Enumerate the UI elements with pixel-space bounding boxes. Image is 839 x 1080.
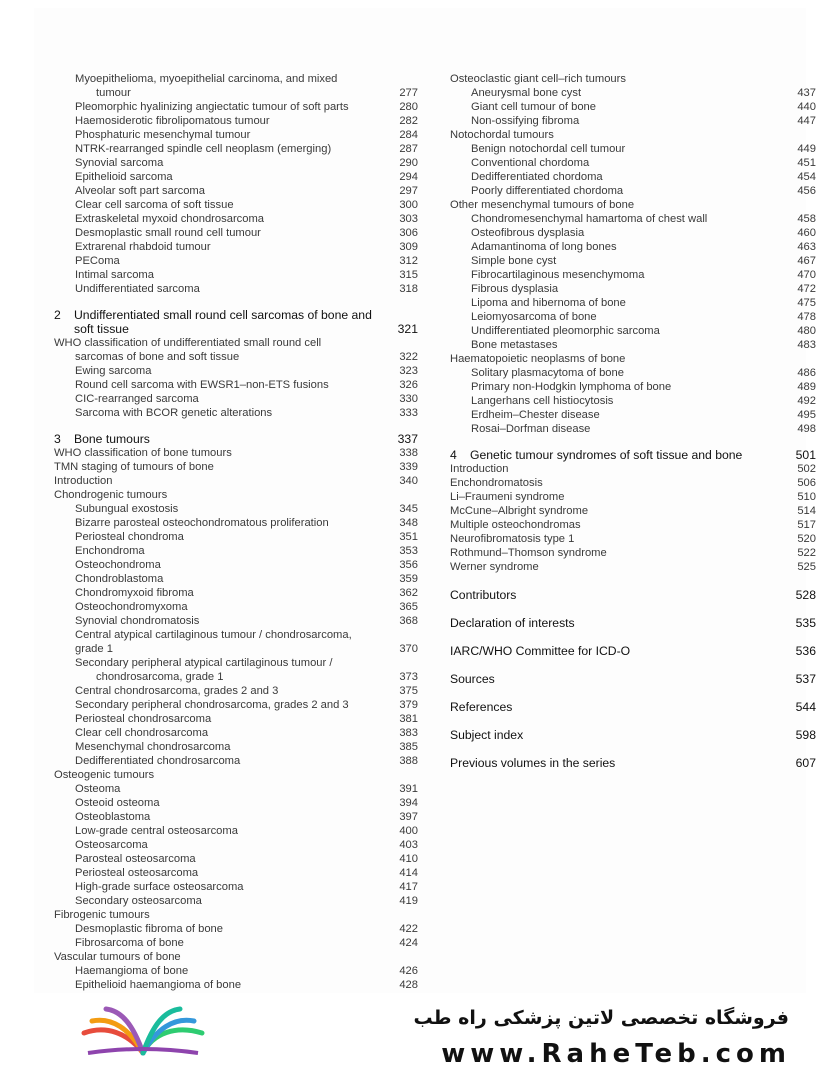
- toc-page-number: 535: [795, 616, 816, 630]
- toc-page-number: 510: [797, 491, 816, 503]
- toc-entry-title: Introduction: [54, 475, 113, 487]
- toc-entry-title: Leiomyosarcoma of bone: [471, 311, 597, 323]
- toc-entry-title: High-grade surface osteosarcoma: [75, 881, 244, 893]
- toc-page-number: 284: [399, 129, 418, 141]
- toc-page-number: 502: [797, 463, 816, 475]
- toc-page-number: 323: [399, 365, 418, 377]
- toc-page-number: 424: [399, 937, 418, 949]
- toc-page-number: 460: [797, 227, 816, 239]
- toc-entry-title: Synovial chondromatosis: [75, 615, 200, 627]
- toc-page-number: 400: [399, 825, 418, 837]
- chapter-number: 2: [54, 308, 61, 322]
- toc-entry-title: Langerhans cell histiocytosis: [471, 395, 614, 407]
- toc-entry-title: Fibrogenic tumours: [54, 909, 150, 921]
- toc-entry-title: Declaration of interests: [450, 616, 575, 630]
- toc-page-number: 322: [399, 351, 418, 363]
- toc-entry-title: Periosteal osteosarcoma: [75, 867, 199, 879]
- toc-page-number: 309: [399, 241, 418, 253]
- toc-page-number: 348: [399, 517, 418, 529]
- toc-entry-title: Bone metastases: [471, 339, 558, 351]
- toc-entry-title: Osteoid osteoma: [75, 797, 160, 809]
- toc-page-number: 414: [399, 867, 418, 879]
- toc-entry-title: NTRK-rearranged spindle cell neoplasm (emerging): [75, 143, 332, 155]
- toc-entry-title: Parosteal osteosarcoma: [75, 853, 196, 865]
- toc-entry-title: Adamantinoma of long bones: [471, 241, 617, 253]
- toc-page-number: 517: [797, 519, 816, 531]
- toc-page-number: 303: [399, 213, 418, 225]
- toc-entry-title: TMN staging of tumours of bone: [54, 461, 214, 473]
- toc-entry-title: Multiple osteochondromas: [450, 519, 581, 531]
- toc-page-number: 480: [797, 325, 816, 337]
- toc-entry-title: Sources: [450, 672, 495, 686]
- toc-entry-title: PEComa: [75, 255, 120, 267]
- toc-entry-title: Li–Fraumeni syndrome: [450, 491, 565, 503]
- toc-page-number: 338: [399, 447, 418, 459]
- toc-entry-title: Extraskeletal myxoid chondrosarcoma: [75, 213, 265, 225]
- toc-page-number: 410: [399, 853, 418, 865]
- toc-page-number: 498: [797, 423, 816, 435]
- watermark-url: www.RaheTeb.com: [441, 1039, 791, 1069]
- toc-page-number: 437: [797, 87, 816, 99]
- toc-entry-title: Phosphaturic mesenchymal tumour: [75, 129, 251, 141]
- toc-entry-title: Rosai–Dorfman disease: [471, 423, 591, 435]
- toc-page-number: 472: [797, 283, 816, 295]
- toc-entry-title: Other mesenchymal tumours of bone: [450, 199, 635, 211]
- toc-entry-title: Myoepithelioma, myoepithelial carcinoma, and mixed: [75, 73, 338, 85]
- toc-entry-title: McCune–Albright syndrome: [450, 505, 589, 517]
- toc-page-number: 607: [795, 756, 816, 770]
- toc-entry-title: Central chondrosarcoma, grades 2 and 3: [75, 685, 279, 697]
- toc-page-number: 315: [399, 269, 418, 281]
- toc-page-number: 290: [399, 157, 418, 169]
- toc-entry-title: Osteosarcoma: [75, 839, 148, 851]
- toc-entry-title: Secondary osteosarcoma: [75, 895, 202, 907]
- toc-entry-title: Chondromyxoid fibroma: [75, 587, 194, 599]
- toc-page-number: 419: [399, 895, 418, 907]
- chapter-number: 3: [54, 432, 61, 446]
- toc-entry-title: Rothmund–Thomson syndrome: [450, 547, 607, 559]
- toc-entry-title: Haematopoietic neoplasms of bone: [450, 353, 626, 365]
- toc-page-number: 417: [399, 881, 418, 893]
- toc-page-number: 520: [797, 533, 816, 545]
- toc-page-number: 381: [399, 713, 418, 725]
- toc-entry-title: Haemosiderotic fibrolipomatous tumour: [75, 115, 270, 127]
- toc-entry-title: Ewing sarcoma: [75, 365, 152, 377]
- toc-page-number: 486: [797, 367, 816, 379]
- toc-entry-title: Previous volumes in the series: [450, 756, 616, 770]
- toc-page-number: 339: [399, 461, 418, 473]
- toc-entry-title: Neurofibromatosis type 1: [450, 533, 575, 545]
- toc-page-number: 345: [399, 503, 418, 515]
- watermark-persian-text: فروشگاه تخصصی لاتین پزشکی راه طب: [413, 1007, 789, 1029]
- toc-entry-title: Desmoplastic small round cell tumour: [75, 227, 261, 239]
- toc-page-number: 458: [797, 213, 816, 225]
- toc-entry-title: Chondromesenchymal hamartoma of chest wall: [471, 213, 708, 225]
- toc-entry-title: Contributors: [450, 588, 517, 602]
- toc-entry-title: Intimal sarcoma: [75, 269, 154, 281]
- watermark-banner: [0, 993, 839, 1080]
- toc-entry-title: Fibrous dysplasia: [471, 283, 559, 295]
- toc-page-number: 321: [397, 322, 418, 336]
- toc-entry-title: chondrosarcoma, grade 1: [96, 671, 224, 683]
- toc-page-number: 525: [797, 561, 816, 573]
- toc-page-number: 478: [797, 311, 816, 323]
- toc-entry-title: Osteoblastoma: [75, 811, 151, 823]
- toc-entry-title: Vascular tumours of bone: [54, 951, 181, 963]
- toc-entry-title: WHO classification of undifferentiated small round cell: [54, 337, 322, 349]
- open-book-logo-icon: [78, 1003, 208, 1061]
- toc-entry-title: Notochordal tumours: [450, 129, 554, 141]
- toc-page-number: 501: [795, 448, 816, 462]
- toc-page-number: 287: [399, 143, 418, 155]
- toc-entry-title: Mesenchymal chondrosarcoma: [75, 741, 231, 753]
- toc-entry-title: Werner syndrome: [450, 561, 539, 573]
- toc-entry-title: soft tissue: [74, 322, 129, 336]
- toc-page-number: 388: [399, 755, 418, 767]
- toc-page-number: 492: [797, 395, 816, 407]
- toc-entry-title: Desmoplastic fibroma of bone: [75, 923, 223, 935]
- toc-page-number: 300: [399, 199, 418, 211]
- toc-entry-title: Pleomorphic hyalinizing angiectatic tumour of soft parts: [75, 101, 349, 113]
- toc-page-number: 373: [399, 671, 418, 683]
- toc-page-number: 368: [399, 615, 418, 627]
- toc-entry-title: Bizarre parosteal osteochondromatous proliferation: [75, 517, 329, 529]
- toc-page: [34, 8, 816, 993]
- toc-page-number: 351: [399, 531, 418, 543]
- toc-entry-title: Secondary peripheral chondrosarcoma, grades 2 and 3: [75, 699, 349, 711]
- toc-entry-title: Sarcoma with BCOR genetic alterations: [75, 407, 273, 419]
- toc-entry-title: Round cell sarcoma with EWSR1–non-ETS fusions: [75, 379, 329, 391]
- toc-entry-title: Osteogenic tumours: [54, 769, 155, 781]
- toc-page-number: 318: [399, 283, 418, 295]
- toc-entry-title: Subject index: [450, 728, 524, 742]
- toc-entry-title: Enchondroma: [75, 545, 145, 557]
- toc-entry-title: Subungual exostosis: [75, 503, 179, 515]
- toc-entry-title: Osteoclastic giant cell–rich tumours: [450, 73, 626, 85]
- toc-entry-title: Erdheim–Chester disease: [471, 409, 600, 421]
- toc-page-number: 353: [399, 545, 418, 557]
- toc-entry-title: References: [450, 700, 513, 714]
- toc-page-number: 356: [399, 559, 418, 571]
- toc-entry-title: sarcomas of bone and soft tissue: [75, 351, 240, 363]
- toc-entry-title: Osteochondromyxoma: [75, 601, 188, 613]
- toc-page-number: 394: [399, 797, 418, 809]
- toc-page-number: 282: [399, 115, 418, 127]
- toc-page-number: 449: [797, 143, 816, 155]
- toc-entry-title: Non-ossifying fibroma: [471, 115, 580, 127]
- toc-page-number: 456: [797, 185, 816, 197]
- toc-page-number: 362: [399, 587, 418, 599]
- toc-page-number: 522: [797, 547, 816, 559]
- toc-page-number: 383: [399, 727, 418, 739]
- toc-entry-title: Primary non-Hodgkin lymphoma of bone: [471, 381, 672, 393]
- toc-page-number: 403: [399, 839, 418, 851]
- toc-page-number: 340: [399, 475, 418, 487]
- toc-entry-title: Fibrocartilaginous mesenchymoma: [471, 269, 645, 281]
- toc-page-number: 426: [399, 965, 418, 977]
- toc-entry-title: IARC/WHO Committee for ICD-O: [450, 644, 631, 658]
- toc-page-number: 467: [797, 255, 816, 267]
- toc-page-number: 495: [797, 409, 816, 421]
- toc-entry-title: Haemangioma of bone: [75, 965, 189, 977]
- toc-entry-title: Osteochondroma: [75, 559, 161, 571]
- toc-page-number: 514: [797, 505, 816, 517]
- toc-entry-title: Poorly differentiated chordoma: [471, 185, 624, 197]
- toc-page-number: 454: [797, 171, 816, 183]
- toc-entry-title: Lipoma and hibernoma of bone: [471, 297, 626, 309]
- toc-page-number: 475: [797, 297, 816, 309]
- toc-entry-title: Clear cell sarcoma of soft tissue: [75, 199, 234, 211]
- toc-page-number: 447: [797, 115, 816, 127]
- toc-entry-title: Simple bone cyst: [471, 255, 557, 267]
- toc-page-number: 333: [399, 407, 418, 419]
- toc-entry-title: Synovial sarcoma: [75, 157, 164, 169]
- toc-entry-title: Periosteal chondroma: [75, 531, 184, 543]
- toc-page-number: 428: [399, 979, 418, 991]
- toc-entry-title: Central atypical cartilaginous tumour / chondrosarcoma,: [75, 629, 352, 641]
- toc-entry-title: Secondary peripheral atypical cartilaginous tumour /: [75, 657, 333, 669]
- toc-entry-title: Benign notochordal cell tumour: [471, 143, 626, 155]
- toc-page-number: 506: [797, 477, 816, 489]
- toc-entry-title: Conventional chordoma: [471, 157, 590, 169]
- toc-entry-title: Undifferentiated small round cell sarcomas of bone and: [74, 308, 372, 322]
- toc-page-number: 598: [795, 728, 816, 742]
- toc-entry-title: Alveolar soft part sarcoma: [75, 185, 205, 197]
- toc-page-number: 422: [399, 923, 418, 935]
- toc-entry-title: CIC-rearranged sarcoma: [75, 393, 199, 405]
- toc-entry-title: Extrarenal rhabdoid tumour: [75, 241, 211, 253]
- toc-entry-title: tumour: [96, 87, 131, 99]
- toc-entry-title: Chondrogenic tumours: [54, 489, 168, 501]
- toc-page-number: 326: [399, 379, 418, 391]
- toc-page-number: 337: [397, 432, 418, 446]
- toc-page-number: 370: [399, 643, 418, 655]
- toc-entry-title: Genetic tumour syndromes of soft tissue and bone: [470, 448, 743, 462]
- toc-entry-title: Osteofibrous dysplasia: [471, 227, 585, 239]
- toc-entry-title: Epithelioid haemangioma of bone: [75, 979, 242, 991]
- chapter-number: 4: [450, 448, 457, 462]
- toc-entry-title: WHO classification of bone tumours: [54, 447, 232, 459]
- toc-entry-title: Dedifferentiated chordoma: [471, 171, 603, 183]
- toc-page-number: 528: [795, 588, 816, 602]
- toc-page-number: 280: [399, 101, 418, 113]
- toc-entry-title: Solitary plasmacytoma of bone: [471, 367, 624, 379]
- toc-page-number: 440: [797, 101, 816, 113]
- toc-entry-title: Clear cell chondrosarcoma: [75, 727, 209, 739]
- toc-page-number: 306: [399, 227, 418, 239]
- toc-entry-title: Osteoma: [75, 783, 121, 795]
- toc-entry-title: Periosteal chondrosarcoma: [75, 713, 212, 725]
- toc-page-number: 470: [797, 269, 816, 281]
- toc-page-number: 489: [797, 381, 816, 393]
- toc-entry-title: Enchondromatosis: [450, 477, 543, 489]
- toc-page-number: 451: [797, 157, 816, 169]
- toc-entry-title: Bone tumours: [74, 432, 150, 446]
- toc-page-number: 537: [795, 672, 816, 686]
- toc-page-number: 385: [399, 741, 418, 753]
- toc-entry-title: Undifferentiated pleomorphic sarcoma: [471, 325, 660, 337]
- toc-page-number: 379: [399, 699, 418, 711]
- toc-page-number: 297: [399, 185, 418, 197]
- toc-page-number: 359: [399, 573, 418, 585]
- toc-entry-title: Epithelioid sarcoma: [75, 171, 173, 183]
- toc-entry-title: Fibrosarcoma of bone: [75, 937, 184, 949]
- toc-entry-title: Dedifferentiated chondrosarcoma: [75, 755, 241, 767]
- toc-entry-title: Low-grade central osteosarcoma: [75, 825, 238, 837]
- toc-page-number: 312: [399, 255, 418, 267]
- toc-page-number: 483: [797, 339, 816, 351]
- toc-page-number: 277: [399, 87, 418, 99]
- toc-entry-title: Aneurysmal bone cyst: [471, 87, 582, 99]
- toc-entry-title: Giant cell tumour of bone: [471, 101, 596, 113]
- toc-page-number: 375: [399, 685, 418, 697]
- toc-entry-title: Undifferentiated sarcoma: [75, 283, 200, 295]
- toc-page-number: 536: [795, 644, 816, 658]
- toc-page-number: 397: [399, 811, 418, 823]
- toc-page-number: 391: [399, 783, 418, 795]
- toc-page-number: 330: [399, 393, 418, 405]
- toc-entry-title: Chondroblastoma: [75, 573, 164, 585]
- toc-page-number: 294: [399, 171, 418, 183]
- toc-page-number: 463: [797, 241, 816, 253]
- toc-entry-title: Introduction: [450, 463, 509, 475]
- toc-entry-title: grade 1: [75, 643, 113, 655]
- toc-page-number: 365: [399, 601, 418, 613]
- toc-page-number: 544: [795, 700, 816, 714]
